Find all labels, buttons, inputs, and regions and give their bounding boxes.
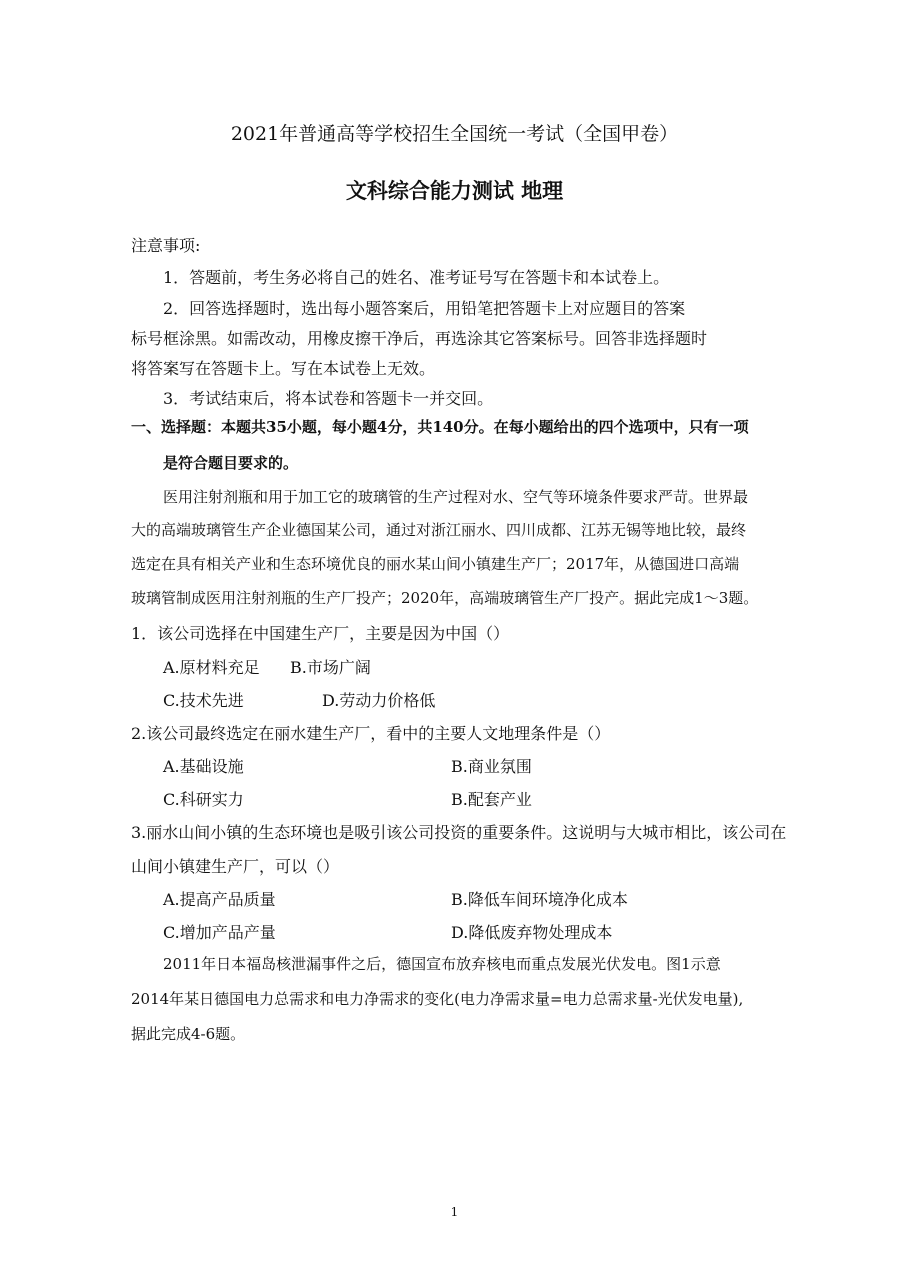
question-3-stem-cont: 山间小镇建生产厂，可以（）	[131, 857, 340, 876]
passage1-line-4: 玻璃管制成医用注射剂瓶的生产厂投产；2020年，高端玻璃管生产厂投产。据此完成1～3题。	[131, 589, 759, 607]
notice-item-1: 1．答题前，考生务必将自己的姓名、准考证号写在答题卡和本试卷上。	[163, 268, 670, 287]
question-1-option-d: D.劳动力价格低	[322, 691, 436, 710]
question-1-option-c: C.技术先进	[163, 691, 244, 710]
notice-heading: 注意事项:	[131, 236, 201, 255]
notice-item-2-cont2: 将答案写在答题卡上。写在本试卷上无效。	[131, 359, 436, 378]
question-2-option-d: B.配套产业	[451, 790, 532, 809]
question-3-option-d: D.降低废弃物处理成本	[451, 923, 613, 942]
passage2-line-3: 据此完成4-6题。	[131, 1025, 246, 1043]
passage2-line-1: 2011年日本福岛核泄漏事件之后，德国宣布放弃核电而重点发展光伏发电。图1示意	[163, 955, 721, 973]
passage1-line-1: 医用注射剂瓶和用于加工它的玻璃管的生产过程对水、空气等环境条件要求严苛。世界最	[163, 488, 749, 506]
passage1-line-3: 选定在具有相关产业和生态环境优良的丽水某山间小镇建生产厂；2017年，从德国进口高端	[131, 555, 740, 573]
question-3-option-b: B.降低车间环境净化成本	[451, 890, 628, 909]
question-3-option-a: A.提高产品质量	[163, 890, 276, 909]
question-2-option-b: B.商业氛围	[451, 757, 532, 776]
question-3-option-c: C.增加产品产量	[163, 923, 276, 942]
passage2-line-2: 2014年某日德国电力总需求和电力净需求的变化(电力净需求量=电力总需求量-光伏发电量),	[131, 990, 744, 1008]
question-2-stem: 2.该公司最终选定在丽水建生产厂，看中的主要人文地理条件是（）	[131, 724, 611, 743]
question-1-option-b: B.市场广阔	[290, 658, 371, 677]
passage1-line-2: 大的高端玻璃管生产企业德国某公司，通过对浙江丽水、四川成都、江苏无锡等地比较，最终	[131, 521, 747, 539]
question-1-stem: 1．该公司选择在中国建生产厂，主要是因为中国（）	[131, 624, 510, 643]
exam-subtitle: 文科综合能力测试 地理	[345, 178, 564, 203]
section-heading-cont: 是符合题目要求的。	[163, 454, 299, 472]
notice-item-2-cont: 标号框涂黑。如需改动，用橡皮擦干净后，再选涂其它答案标号。回答非选择题时	[131, 329, 708, 348]
question-2-option-c: C.科研实力	[163, 790, 244, 809]
page-number: 1	[450, 1205, 459, 1219]
question-2-option-a: A.基础设施	[163, 757, 244, 776]
notice-item-3: 3．考试结束后，将本试卷和答题卡一并交回。	[163, 389, 494, 408]
question-1-option-a: A.原材料充足	[163, 658, 260, 677]
exam-title: 2021年普通高等学校招生全国统一考试（全国甲卷）	[230, 123, 679, 145]
notice-item-2: 2．回答选择题时，选出每小题答案后，用铅笔把答题卡上对应题目的答案	[163, 299, 686, 318]
section-heading: 一、选择题：本题共35小题，每小题4分，共140分。在每小题给出的四个选项中，只有一项	[131, 418, 749, 436]
question-3-stem: 3.丽水山间小镇的生态环境也是吸引该公司投资的重要条件。这说明与大城市相比，该公司在	[131, 823, 787, 842]
